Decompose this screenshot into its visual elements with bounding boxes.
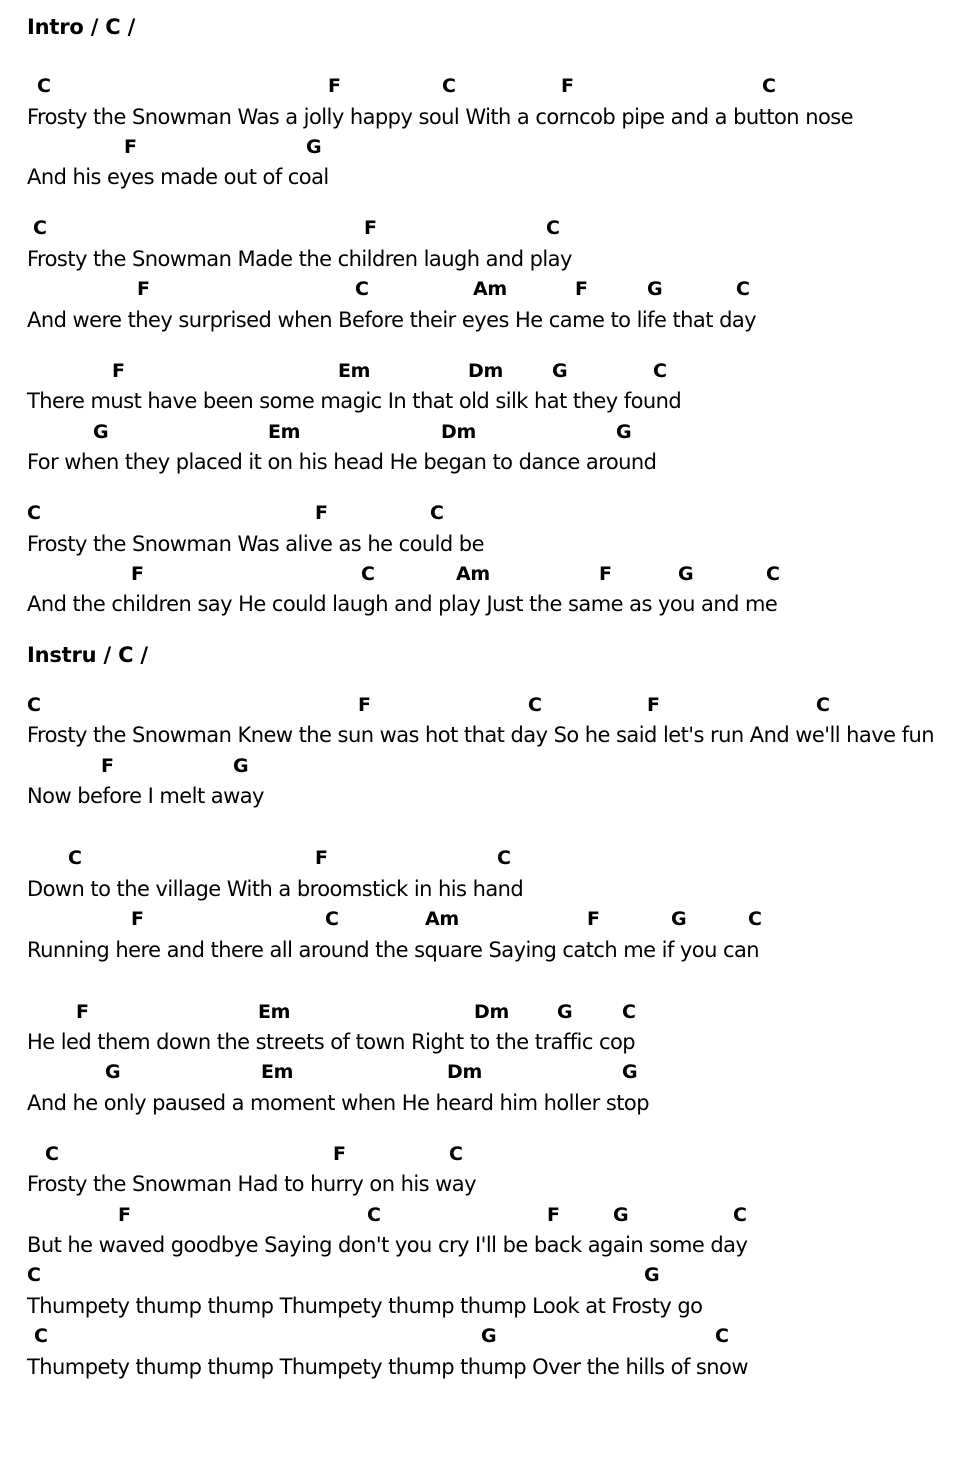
chord: G (93, 421, 109, 443)
chord: G (647, 278, 663, 300)
chord: C (27, 502, 41, 524)
chord: C (497, 847, 511, 869)
chord: F (647, 694, 660, 716)
lyric-line: And were they surprised when Before their eyes He came to life that day (27, 308, 757, 332)
lyric-line: And the children say He could laugh and play Just the same as you and me (27, 592, 778, 616)
lyric-line: Thumpety thump thump Thumpety thump thump Over the hills of snow (27, 1355, 748, 1379)
lyric-line: Frosty the Snowman Was a jolly happy soul With a corncob pipe and a button nose (27, 105, 854, 129)
chord: C (653, 360, 667, 382)
lyric-line: Frosty the Snowman Knew the sun was hot that day So he said let's run And we'll have fun (27, 723, 934, 747)
chord: C (816, 694, 830, 716)
chord: C (27, 1264, 41, 1286)
chord: G (557, 1001, 573, 1023)
chord: C (715, 1325, 729, 1347)
chord: C (622, 1001, 636, 1023)
chord: C (762, 75, 776, 97)
chord: F (131, 563, 144, 585)
chord: G (622, 1061, 638, 1083)
chord: Em (258, 1001, 291, 1023)
lyric-line: Now before I melt away (27, 784, 264, 808)
lyric-line: And he only paused a moment when He heard him holler stop (27, 1091, 649, 1115)
chord: F (101, 755, 114, 777)
chord: F (599, 563, 612, 585)
chord: F (575, 278, 588, 300)
chord: F (137, 278, 150, 300)
chord: G (306, 136, 322, 158)
lyric-line: Running here and there all around the square Saying catch me if you can (27, 938, 760, 962)
chord: F (358, 694, 371, 716)
chord: C (367, 1204, 381, 1226)
lyric-line: There must have been some magic In that old silk hat they found (27, 389, 682, 413)
chord: F (333, 1143, 346, 1165)
lyric-line: Frosty the Snowman Had to hurry on his way (27, 1172, 476, 1196)
chord: C (45, 1143, 59, 1165)
chord: F (315, 502, 328, 524)
chord: Dm (468, 360, 503, 382)
chord: Em (338, 360, 371, 382)
chord: Am (456, 563, 490, 585)
chord: Am (473, 278, 507, 300)
lyric-line: Frosty the Snowman Was alive as he could be (27, 532, 484, 556)
chord: Am (425, 908, 459, 930)
chord: G (678, 563, 694, 585)
chord: C (733, 1204, 747, 1226)
chord: G (481, 1325, 497, 1347)
chord: F (587, 908, 600, 930)
chord: F (118, 1204, 131, 1226)
chord: Dm (441, 421, 476, 443)
chord: F (328, 75, 341, 97)
chord: C (27, 694, 41, 716)
chord: G (105, 1061, 121, 1083)
chord: F (76, 1001, 89, 1023)
chord: C (748, 908, 762, 930)
chord: C (766, 563, 780, 585)
chord: C (34, 1325, 48, 1347)
chord: C (449, 1143, 463, 1165)
chord: C (546, 217, 560, 239)
chord: F (131, 908, 144, 930)
chord: F (561, 75, 574, 97)
chord: G (613, 1204, 629, 1226)
lyric-line: Thumpety thump thump Thumpety thump thump Look at Frosty go (27, 1294, 703, 1318)
chord: Em (268, 421, 301, 443)
chord: F (315, 847, 328, 869)
chord: C (736, 278, 750, 300)
lyric-line: He led them down the streets of town Right to the traffic cop (27, 1030, 636, 1054)
chord: C (355, 278, 369, 300)
chord: C (68, 847, 82, 869)
chord: C (361, 563, 375, 585)
chord: F (112, 360, 125, 382)
lyric-line: Frosty the Snowman Made the children laugh and play (27, 247, 572, 271)
chord: C (325, 908, 339, 930)
chord: C (528, 694, 542, 716)
chord: G (671, 908, 687, 930)
chord: C (442, 75, 456, 97)
chord: G (233, 755, 249, 777)
chord: F (364, 217, 377, 239)
chord: Dm (474, 1001, 509, 1023)
chord: C (33, 217, 47, 239)
lyric-line: For when they placed it on his head He began to dance around (27, 450, 657, 474)
section-instrumental: Instru / C / (27, 643, 148, 667)
lyric-line: Down to the village With a broomstick in his hand (27, 877, 524, 901)
chord: G (616, 421, 632, 443)
chord: G (552, 360, 568, 382)
lyric-line: And his eyes made out of coal (27, 165, 329, 189)
chord: F (547, 1204, 560, 1226)
chord: G (644, 1264, 660, 1286)
lyric-line: But he waved goodbye Saying don't you cry I'll be back again some day (27, 1233, 748, 1257)
section-intro: Intro / C / (27, 15, 136, 39)
chord: Em (261, 1061, 294, 1083)
chord: F (124, 136, 137, 158)
chord: C (430, 502, 444, 524)
chord: Dm (447, 1061, 482, 1083)
chord: C (37, 75, 51, 97)
